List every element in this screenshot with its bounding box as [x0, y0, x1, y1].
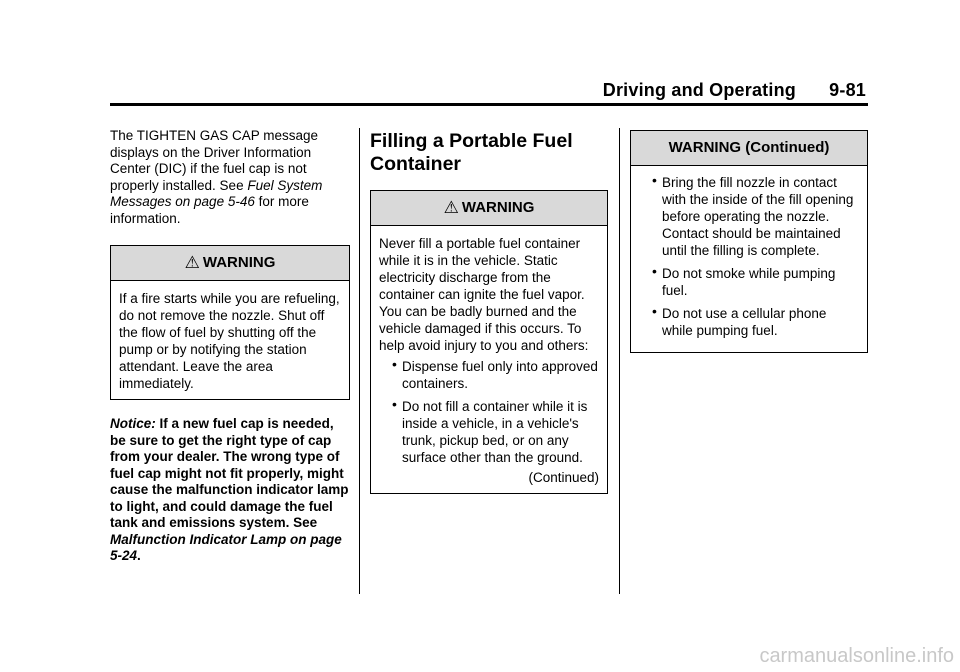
column-1	[110, 128, 350, 565]
section-heading: Filling a Portable Fuel Container	[370, 130, 573, 175]
notice-text: If a new fuel cap is needed, be sure to get the right type of cap from your dealer. The wrong type of fuel cap might not fit properly, might cause the malfunction indicator lamp to light, and could damage the fuel tank and emissions system. See	[110, 416, 349, 530]
warning-box-portable	[370, 190, 608, 494]
warning-icon: ⚠	[443, 197, 459, 217]
list-item: • Do not use a cellular phone while pumping fuel.	[639, 305, 859, 339]
continued-label: (Continued)	[528, 470, 599, 485]
warning-text: If a fire starts while you are refueling, do not remove the nozzle. Shut off the flow of fuel by shutting off the pump or by notifying the station attendant. Leave the area immediately.	[119, 291, 340, 391]
notice-label: Notice:	[110, 416, 156, 431]
warning-icon: ⚠	[184, 252, 200, 272]
warning-title: WARNING (Continued)	[668, 138, 830, 156]
fuel-system-messages-link[interactable]: Fuel System Messages on page 5-46	[110, 177, 323, 209]
warning-title: WARNING	[202, 253, 276, 271]
watermark: carmanualsonline.info	[759, 645, 954, 667]
column-divider	[619, 128, 620, 594]
warning-body	[111, 281, 349, 399]
column-3	[630, 128, 868, 353]
warning-bullets	[379, 358, 599, 466]
intro-text: The TIGHTEN GAS CAP message displays on the Driver Information Center (DIC) if the fuel cap is not properly installed. See	[110, 128, 319, 193]
warning-box-continued	[630, 130, 868, 353]
intro-tail: for more information.	[110, 194, 309, 226]
malfunction-indicator-link[interactable]: Malfunction Indicator Lamp on page 5-24	[110, 531, 342, 563]
warning-body	[631, 166, 867, 352]
column-2	[370, 128, 608, 494]
section-title: Driving and Operating	[602, 80, 796, 100]
column-divider	[359, 128, 360, 594]
warning-text: Never fill a portable fuel container while it is in the vehicle. Static electricity discharge from the container can ignite the fuel vapor. You can be badly burned and the vehicle damaged if this occurs. To help avoid injury to you and others:	[379, 236, 589, 353]
list-item: • Bring the fill nozzle in contact with the inside of the fill opening before operating the nozzle. Contact should be maintained until the filling is complete.	[639, 174, 859, 259]
notice-end: .	[137, 548, 141, 563]
warning-header	[371, 191, 607, 226]
page-number: 9-81	[829, 80, 866, 100]
list-item: • Do not fill a container while it is inside a vehicle, in a vehicle's trunk, pickup bed, or on any surface other than the ground.	[379, 398, 599, 466]
header-rule	[110, 103, 868, 106]
list-item: • Dispense fuel only into approved containers.	[379, 358, 599, 392]
list-item: • Do not smoke while pumping fuel.	[639, 265, 859, 299]
page-header	[603, 80, 866, 101]
intro-paragraph	[110, 128, 350, 227]
warning-header	[631, 131, 867, 166]
warning-body	[371, 226, 607, 493]
warning-box-fire	[110, 245, 350, 400]
warning-bullets	[639, 174, 859, 339]
warning-title: WARNING	[461, 198, 535, 216]
warning-header	[111, 246, 349, 281]
notice-paragraph	[110, 416, 350, 565]
